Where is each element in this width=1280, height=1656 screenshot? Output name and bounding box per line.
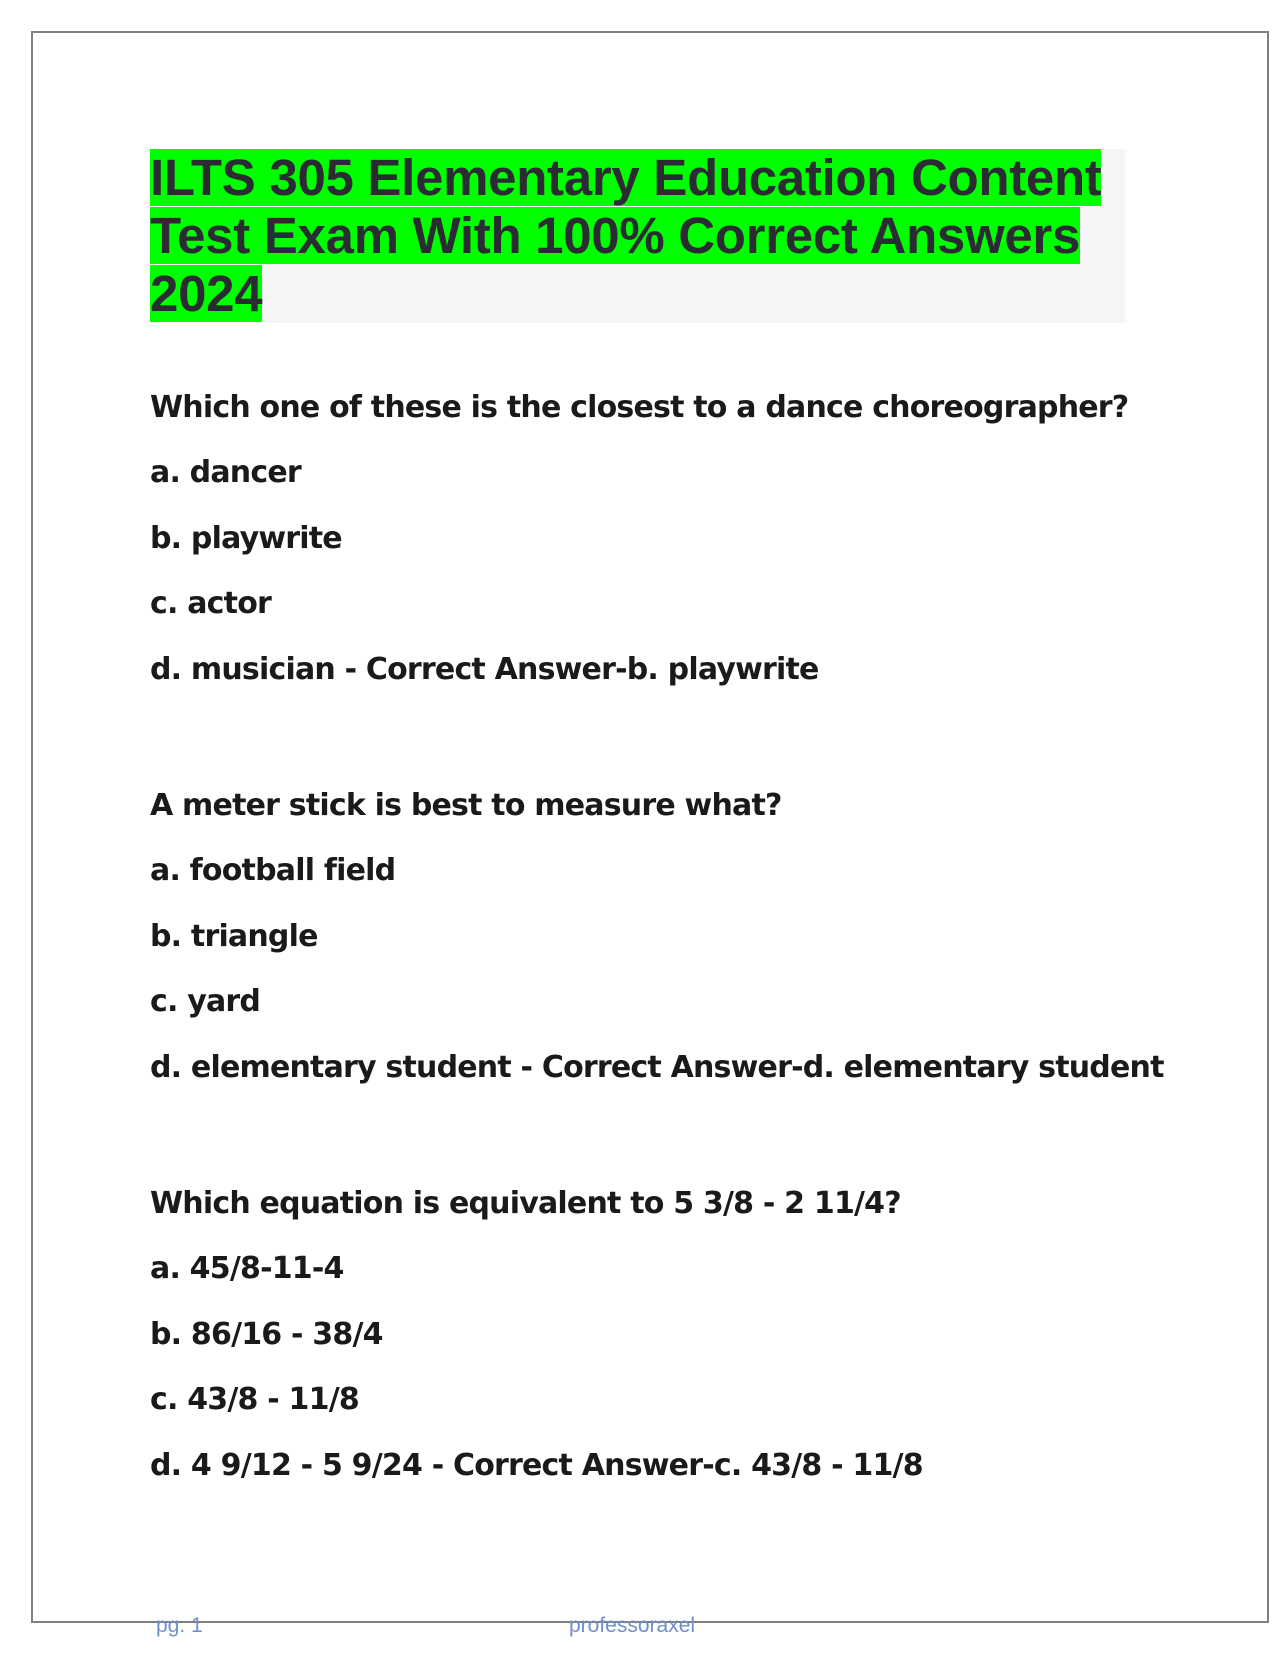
- answer-option-with-correct-answer: d. elementary student - Correct Answer-d. elementary student: [150, 1050, 1164, 1085]
- answer-option: c. 43/8 - 11/8: [150, 1382, 359, 1417]
- footer-author: professoraxel: [569, 1614, 696, 1637]
- title-block: [150, 149, 1125, 323]
- page-title: [150, 149, 1125, 323]
- title-line-2: Test Exam With 100% Correct Answers: [150, 207, 1081, 264]
- answer-option: b. 86/16 - 38/4: [150, 1317, 383, 1352]
- answer-option: a. 45/8-11-4: [150, 1251, 344, 1286]
- answer-option: c. yard: [150, 984, 261, 1019]
- page-number: pg. 1: [156, 1614, 203, 1637]
- question-text: Which equation is equivalent to 5 3/8 - 2 11/4?: [150, 1186, 901, 1221]
- answer-option-with-correct-answer: d. musician - Correct Answer-b. playwrite: [150, 652, 819, 687]
- title-line-1: ILTS 305 Elementary Education Content: [150, 149, 1102, 206]
- answer-option: a. dancer: [150, 455, 301, 490]
- answer-option: b. playwrite: [150, 521, 342, 556]
- answer-option-with-correct-answer: d. 4 9/12 - 5 9/24 - Correct Answer-c. 43/8 - 11/8: [150, 1448, 923, 1483]
- question-text: A meter stick is best to measure what?: [150, 788, 782, 823]
- title-line-3: 2024: [150, 265, 263, 322]
- answer-option: a. football field: [150, 853, 396, 888]
- answer-option: c. actor: [150, 586, 271, 621]
- answer-option: b. triangle: [150, 919, 318, 954]
- question-text: Which one of these is the closest to a dance choreographer?: [150, 390, 1129, 425]
